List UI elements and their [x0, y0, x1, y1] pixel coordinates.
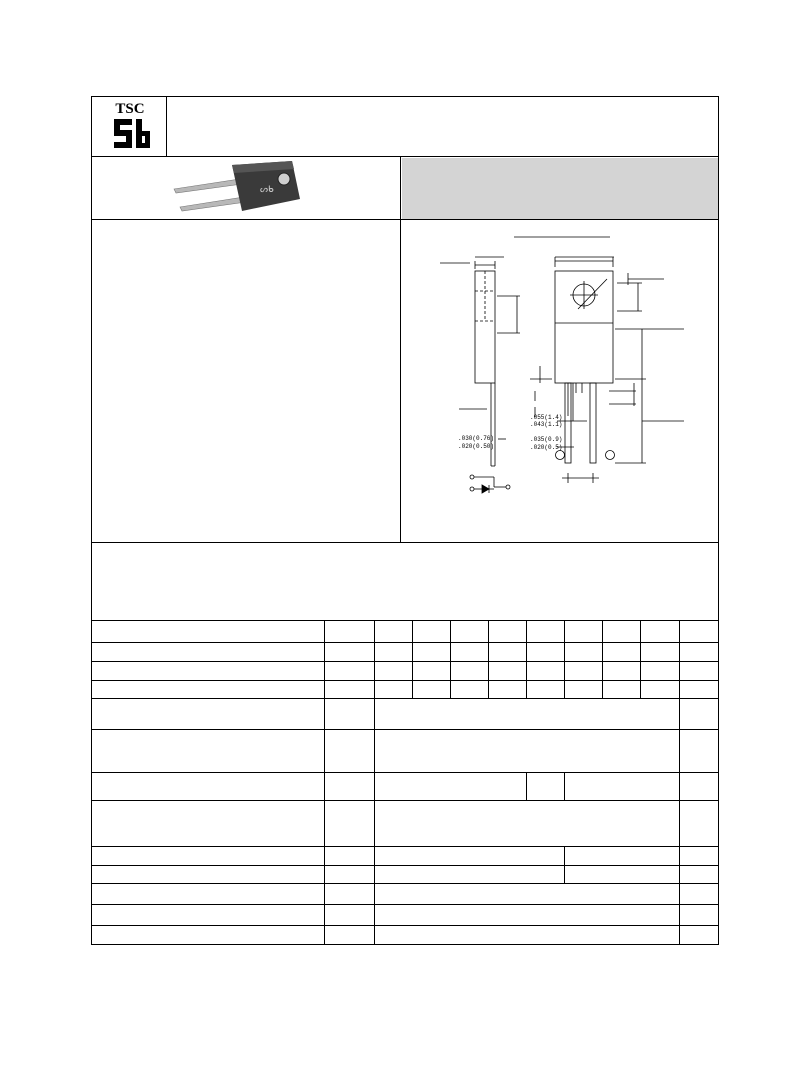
logo-text: TSC [115, 101, 145, 117]
lead-thickness-lower: .020(0.50) [458, 443, 495, 450]
part-number-panel [402, 158, 718, 220]
svg-text:ᔕᑲ: ᔕᑲ [260, 184, 274, 194]
lead-width-upper: .035(0.9) [530, 436, 563, 443]
tsc-logo [92, 97, 168, 157]
lead-dim-lower: .043(1.1) [530, 421, 563, 428]
package-outline-drawing [402, 221, 718, 541]
datasheet-frame [91, 96, 719, 945]
lead-width-lower: .020(0.5) [530, 444, 563, 451]
component-photo [172, 159, 322, 219]
lead-dim-upper: .055(1.4) [530, 414, 563, 421]
lead-thickness-upper: .030(0.76) [458, 435, 495, 442]
